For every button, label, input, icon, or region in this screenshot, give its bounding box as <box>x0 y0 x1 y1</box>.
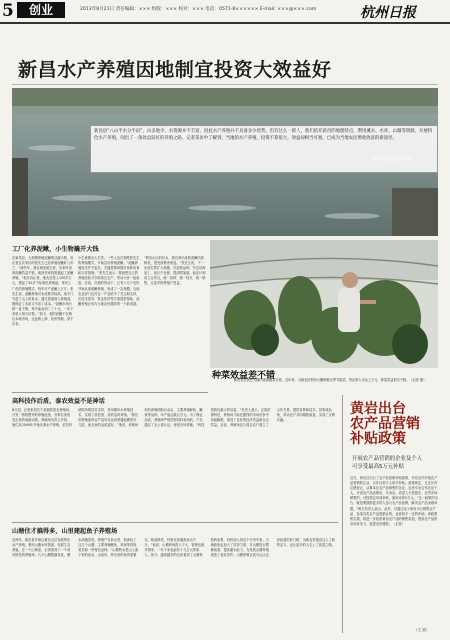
section-divider <box>12 522 338 523</box>
section1-column-3: “利用山区的好水，我们养出来的泥鳅肉质鲜美，很受消费者欢迎。”张先生说，下一步他打算扩大规模，引进新品种，并尝试深加工，延长产业链，提高附加值。他还计划成立合作社，统一苗种、统一技术、统一销售，让更多的养殖户受益。 <box>144 256 206 286</box>
section2-subhead: 高科技作后盾，泰农效益不是神话 <box>12 398 105 405</box>
page-number: 5 <box>2 1 14 21</box>
section1-column-2: 小生意做出大名堂。一些人也在观察张先生的养殖模式，开始尝试养殖泥鳅。“泥鳅养殖技术并不复杂，关键是要掌握好苗种培育和日常管理。”张先生表示，愿意把自己的养殖经验分享给周边农户，带动大家一起致富。目前，在他的带动下，已有十几户农民开始从事泥鳅养殖，形成了一定规模。当地农业部门也对这一产业给予了关注和支持，在技术指导、资金扶持等方面提供帮助，泥鳅养殖正成为当地农民增收的一个新渠道。 <box>78 256 140 306</box>
greenhouse-illustration <box>210 240 438 368</box>
sidebar-headline-line: 补贴政策 <box>350 431 406 447</box>
sidebar-subheadline-line: 可享受最高5万元补贴 <box>352 463 404 470</box>
section2-body: 8月初，记者来到位于某镇的泰农养殖场，只见一排排整齐的养殖池里，各种名贵鱼类正欢快地游动着。养殖场负责人介绍，他们从2009年开始从事水产养殖，依托科研院所的技术支持，采用循环水养殖技术，实现了高密度、高效益的养殖。“我们的养殖池每亩产量可以达到普通池塘的好几倍，而且鱼的品质更好。”他说，养殖场现有养殖面积百余亩，主要养殖鲈鱼、鳜鱼等品种，年产值达数百万元。为了保证品质，养殖场严格控制饲料和用药，产品通过了无公害认证，深受市场青睐。“科技是我们最大的后盾。”负责人表示，正是依靠科技，养殖场才能在激烈的市场竞争中站稳脚跟，取得了良好的经济效益和社会效益。目前，养殖场还与周边农户建立了合作关系，提供苗种和技术，回收成品鱼，带动农户共同增收致富，实现了互利共赢。 <box>12 408 336 428</box>
headline-rule <box>12 84 438 85</box>
page-headline: 新昌水产养殖因地制宜投资大效益好 <box>18 59 332 81</box>
sidebar-subheadline <box>352 456 422 472</box>
photo-vegetable-greenhouse <box>210 240 438 368</box>
sidebar-rule <box>342 395 343 633</box>
section3-subhead: 山塘住才搞得多，山里建起鱼子养殖场 <box>12 528 118 535</box>
photo-title: 种菜效益差不错 <box>212 371 276 381</box>
sidebar-subheadline-line: 开展农产品营销的企业及个人 <box>352 456 423 462</box>
sidebar-byline: （王 波） <box>414 628 430 632</box>
masthead-info: 2013年8月21日 责任编辑：××× 组版：××× 校对：××× 电话：0571-8×××××× E-mail: ×××@×××.com <box>80 7 317 12</box>
sidebar-headline-line: 农产品营销 <box>350 416 420 432</box>
newspaper-logo: 杭州日报 <box>360 5 416 21</box>
section-divider <box>12 392 208 393</box>
sidebar-body: 近日，黄岩区出台了农产品营销补贴政策，对在区内开展农产品营销的企业、合作社和个人给予补贴。政策规定，凡在区内注册登记，从事本区农产品销售的企业、农民专业合作社及个人，开设农产品直销店、专卖店，或进入大型超市、农贸市场销售的，可按规定申请补贴，最高可获5万元。“这一政策的出台，就是要鼓励更多的人参与农产品营销，解决农产品卖难问题。”相关负责人表示。此外，对通过电子商务平台销售农产品、参加各类农产品展销会的，也将给予一定的补助。该政策的实施，将进一步拓宽黄岩农产品的销售渠道，提高农产品的市场竞争力，促进农民增收。（记者） <box>350 476 438 526</box>
sidebar-headline-line: 黄岩出台 <box>350 401 406 417</box>
sidebar-headline <box>350 402 420 447</box>
masthead-rule <box>0 22 450 24</box>
masthead <box>0 0 450 22</box>
section1-subhead: 工厂化养泥鳅，小生物撬开大钱 <box>12 246 99 253</box>
photo-caption: 新昌县农民在大棚内查看蔬菜长势。近年来，当地农民利用大棚种植反季节蔬菜，每亩收入可达上万元，种菜效益相当不错。（记者 摄） <box>234 378 427 382</box>
section-label: 创业 <box>17 2 65 18</box>
lead-summary-text: 新昌县“八山半水分半田”，山多地少，水资源并不丰富，因此水产养殖并不具备多少优势。但有这么一群人，他们依托新昌的地理特点，利用溪水、水库、山塘等资源，开展特色水产养殖，闯出了一条效益较好的养殖之路。记者采访中了解到，当地的水产养殖，投资不算很大，效益却相当可观，已成为当地农民增收致富的新途径。 <box>94 129 433 141</box>
section1-column-1: 在新昌县，大规模养殖泥鳅的还属少数，但记者这次采访的张先生已经养殖泥鳅好几年了。“前些年，我在城里做生意，后来听说养泥鳅效益不错，就回老家投资搞起了泥鳅养殖。”他告诉记者，他先后投入100多万元，建起了30多个标准化养殖池，采用工厂化的养殖模式，每年可产泥鳅上万斤。张先生说，泥鳅养殖对水质要求较高，他专门引进了山上的泉水，通过管道流入养殖池，既保证了水质又节省了成本。“泥鳅市场行情一直不错，每斤能卖到二三十元，一年下来收入相当可观。”如今，他的泥鳅不仅销往本地市场，还远销上海、杭州等地，供不应求。 <box>12 256 74 327</box>
section3-body: 近两年，新昌县开始注重在山区发展特色水产养殖，利用山塘水库资源，发展生态养殖。在一个山坳里，记者看到了一个别具特色的养殖场：几个山塘错落有致，塘水清澈见底。养殖户告诉记者，他承包了这几个山塘，主要养殖鲤鱼、草鱼等常规鱼类和一些特色品种。“山塘的水是山上流下来的泉水，水质好，养出来的鱼肉质紧实，味道鲜美，价格比普通鱼高出不少。”他说，山塘养鱼投入不大，管理也相对简单，一年下来也能有十几万元的收入。如今，越来越多的农民看到了山塘养鱼的前景，纷纷加入到这个行列中来。当地政府也加大了扶持力度，对山塘进行整修改造，提高蓄水能力，为发展山塘养殖创造了良好条件。山塘养殖正成为山区农民致富的好门路，为新农村建设注入了新的活力，也让更多的人走上了致富之路。 <box>12 538 336 558</box>
